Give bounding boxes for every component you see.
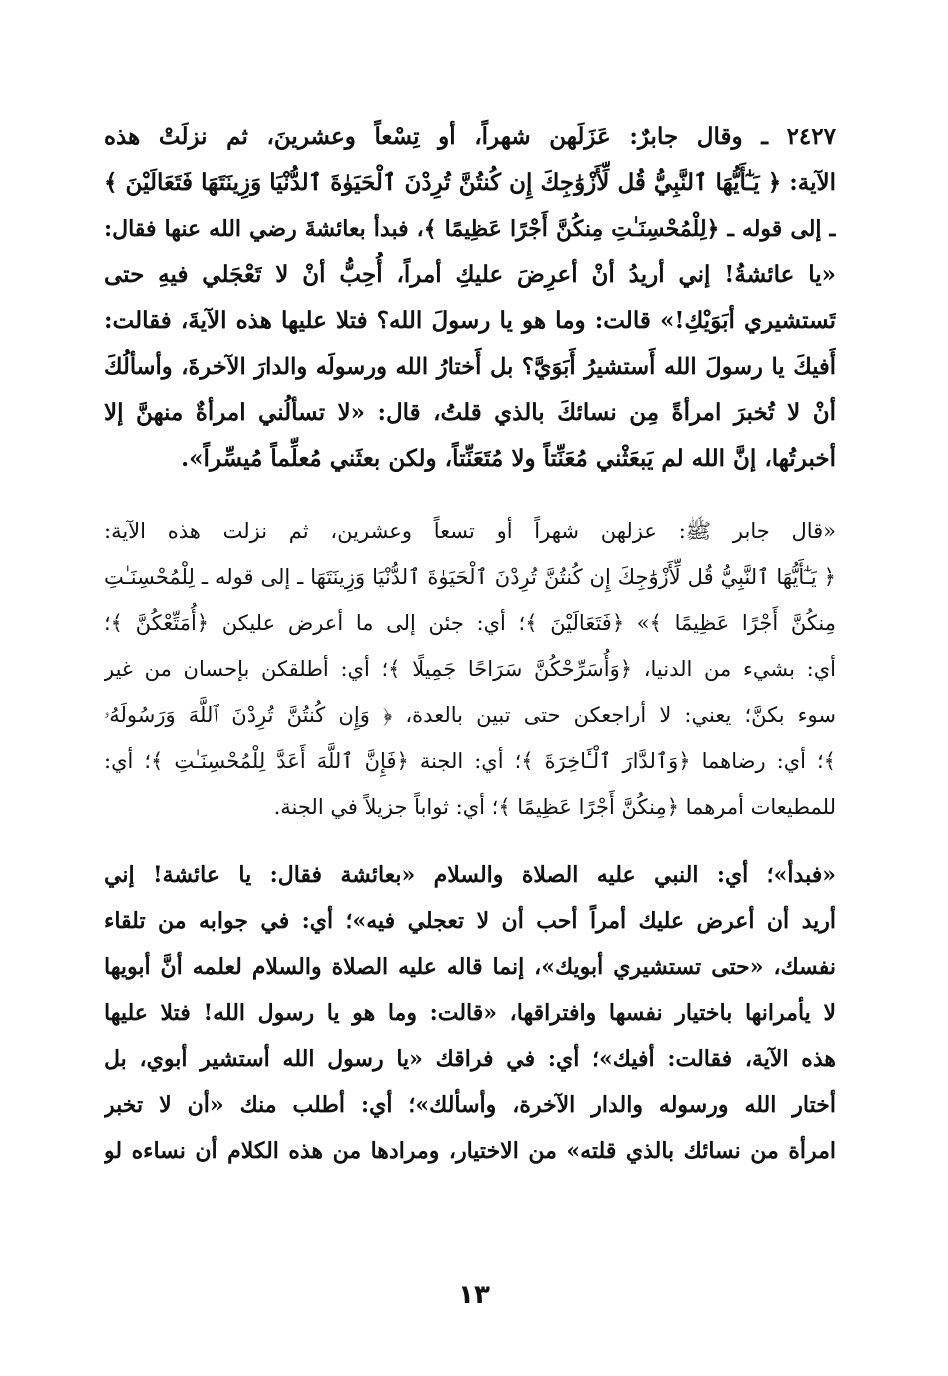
text-line: أنْ لا تُخبرَ امرأةً مِن نسائكَ بالذي قلتُ، قال: «لا تسألُني امرأةٌ منهنَّ إلا: [104, 399, 836, 426]
text-line: «يا عائشةُ! إني أريدُ أنْ أعرِضَ عليكِ أمراً، أُحِبُّ أنْ لا تَعْجَلي فيهِ حتى: [104, 261, 836, 288]
text-line: «قال جابر ﷺ: عزلهن شهراً أو تسعاً وعشرين، ثم نزلت هذه الآية:: [104, 519, 836, 543]
text-line: أختار الله ورسوله والدار الآخرة، وأسألك»؛ أي: أطلب منك «أن لا تخبر: [104, 1092, 836, 1118]
text-line: هذه الآية، فقالت: أفيك»؛ أي: في فراقك «يا رسول الله أستشير أبوي، بل: [104, 1046, 836, 1072]
text-line: أي: بشيء من الدنيا، ﴿وَأُسَرِّحْكُنَّ سَرَاحًا جَمِيلًا ﴾؛ أي: أطلقكن بإحسان من غير: [104, 657, 836, 681]
text-line: امرأة من نسائك بالذي قلته» من الاختيار، ومرادها من هذه الكلام أن نساءه لو: [104, 1138, 836, 1164]
paragraph-spacer: [104, 830, 836, 852]
commentary-paragraph: [104, 852, 836, 1174]
text-line: ﴿ يَـٰٓأَيُّهَا ٱلنَّبِيُّ قُل لِّأَزْوَٰجِكَ إِن كُنتُنَّ تُرِدْنَ ٱلْحَيَوٰةَ ٱلدُّنْيَا وَزِينَتَهَا ـ إلى قوله ـ لِلْمُحْسِنَـٰتِ: [104, 565, 836, 589]
page-number: ١٣: [458, 1280, 490, 1310]
text-line: أريد أن أعرض عليك أمراً أحب أن لا تعجلي فيه»؛ أي: في جوابه من تلقاء: [104, 908, 836, 934]
commentary-paragraph: [104, 508, 836, 830]
paragraph-spacer: [104, 482, 836, 508]
text-line: ـ إلى قوله ـ ﴿لِلْمُحْسِنَـٰتِ مِنكُنَّ أَجْرًا عَظِيمًا ﴾، فبدأ بعائشةَ رضي الله عنها فقال:: [104, 216, 836, 242]
text-line: للمطيعات أمرهما ﴿مِنكُنَّ أَجْرًا عَظِيمًا ﴾؛ أي: ثواباً جزيلاً في الجنة.: [273, 795, 836, 819]
text-line: أَفيكَ يا رسولَ الله أَستشيرُ أَبَوَيَّ؟ بل أَختارُ الله ورسولَه والدارَ الآخرةَ، وأسألُكَ: [104, 354, 836, 380]
text-line: ٢٤٢٧ ـ وقال جابرٌ: عَزَلَهن شهراً، أو تِسْعاً وعشرينَ، ثم نزلَتْ هذه: [104, 123, 836, 150]
text-line: ﴾؛ أي: رضاهما ﴿وَٱلدَّارَ ٱلْـَٔاخِرَةَ ﴾؛ أي: الجنة ﴿فَإِنَّ ٱللَّهَ أَعَدَّ لِلْمُحْسِنَـٰتِ ﴾؛ أي:: [104, 749, 836, 773]
hadith-paragraph: [104, 114, 836, 482]
text-line: نفسك، «حتى تستشيري أبويك»، إنما قاله عليه الصلاة والسلام لعلمه أنَّ أبويها: [104, 954, 836, 980]
text-line: «فبدأ»؛ أي: النبي عليه الصلاة والسلام «بعائشة فقال: يا عائشة! إني: [104, 862, 836, 888]
text-line: تَستشيري أبَوَيْكِ!» قالت: وما هو يا رسولَ الله؟ فتلا عليها هذه الآيةَ، فقالت:: [104, 307, 836, 334]
text-line: سوء بكنَّ؛ يعني: لا أراجعكن حتى تبين بالعدة، ﴿ وَإِن كُنتُنَّ تُرِدْنَ ٱللَّهَ وَرَسُولَهُۥ: [104, 703, 836, 727]
page-body: [104, 114, 836, 1294]
text-line: لا يأمرانها باختيار نفسها وافتراقها، «قالت: وما هو يا رسول الله! فتلا عليها: [104, 1000, 836, 1026]
text-line: الآية: ﴿ يَـٰٓأَيُّهَا ٱلنَّبِيُّ قُل لِّأَزْوَٰجِكَ إِن كُنتُنَّ تُرِدْنَ ٱلْحَيَوٰةَ ٱلدُّنْيَا وَزِينَتَهَا فَتَعَالَيْنَ ﴾: [104, 169, 836, 196]
text-line: أخبرتُها، إنَّ الله لم يَبعَثْني مُعَنِّتاً ولا مُتَعَنِّتاً، ولكن بعثَني مُعلِّماً مُيسِّراً».: [181, 445, 836, 472]
text-line: مِنكُنَّ أَجْرًا عَظِيمًا ﴾» ﴿فَتَعَالَيْنَ ﴾؛ أي: جئن إلى ما أعرض عليكن ﴿أُمَتِّعْكُنَّ ﴾؛: [104, 611, 836, 635]
